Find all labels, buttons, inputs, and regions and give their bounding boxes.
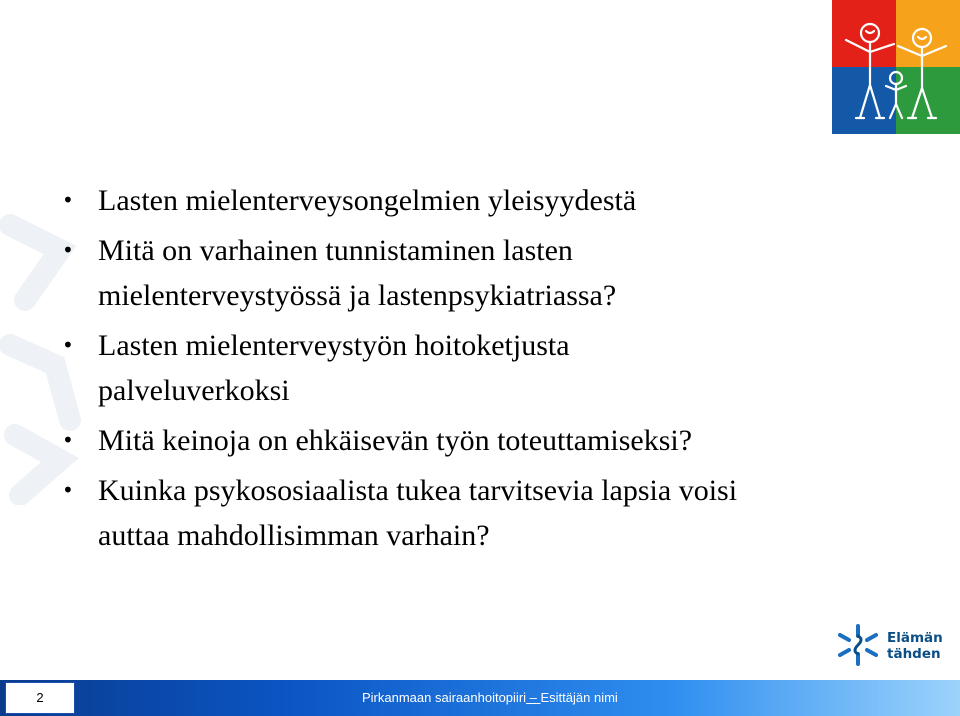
star-of-life-icon (840, 626, 876, 664)
footer-presenter: Esittäjän nimi (540, 690, 618, 705)
bullet-list (0, 178, 900, 563)
bullet-item (0, 468, 900, 558)
bullet-item (0, 418, 900, 463)
bullet-text: Mitä keinoja on ehkäisevän työn toteuttamiseksi? (98, 424, 693, 457)
bullet-text: Mitä on varhainen tunnistaminen lasten mielenterveystyössä ja lastenpsykiatriassa? (98, 234, 617, 312)
children-drawing-icon (832, 0, 960, 134)
children-drawing-logo (832, 0, 960, 134)
bullet-text: Lasten mielenterveysongelmien yleisyydestä (98, 184, 637, 217)
footer-bar (0, 680, 960, 716)
footer-separator: – (526, 690, 541, 705)
bullet-marker: • (62, 188, 74, 212)
bullet-marker: • (62, 478, 74, 502)
brand-name: Elämän tähden (887, 630, 943, 662)
bullet-item (0, 323, 900, 413)
bullet-text: Lasten mielenterveystyön hoitoketjusta palveluverkoksi (98, 329, 570, 407)
page-number: 2 (36, 690, 44, 705)
bullet-marker: • (62, 333, 74, 357)
page-number-box (5, 682, 75, 714)
bullet-marker: • (62, 238, 74, 262)
bullet-item (0, 178, 900, 223)
bullet-text: Kuinka psykososiaalista tukea tarvitsevia lapsia voisi auttaa mahdollisimman varhain? (98, 474, 738, 552)
footer-text (362, 680, 618, 716)
footer-organization: Pirkanmaan sairaanhoitopiiri (362, 690, 527, 705)
bullet-marker: • (62, 428, 74, 452)
bullet-item (0, 228, 900, 318)
